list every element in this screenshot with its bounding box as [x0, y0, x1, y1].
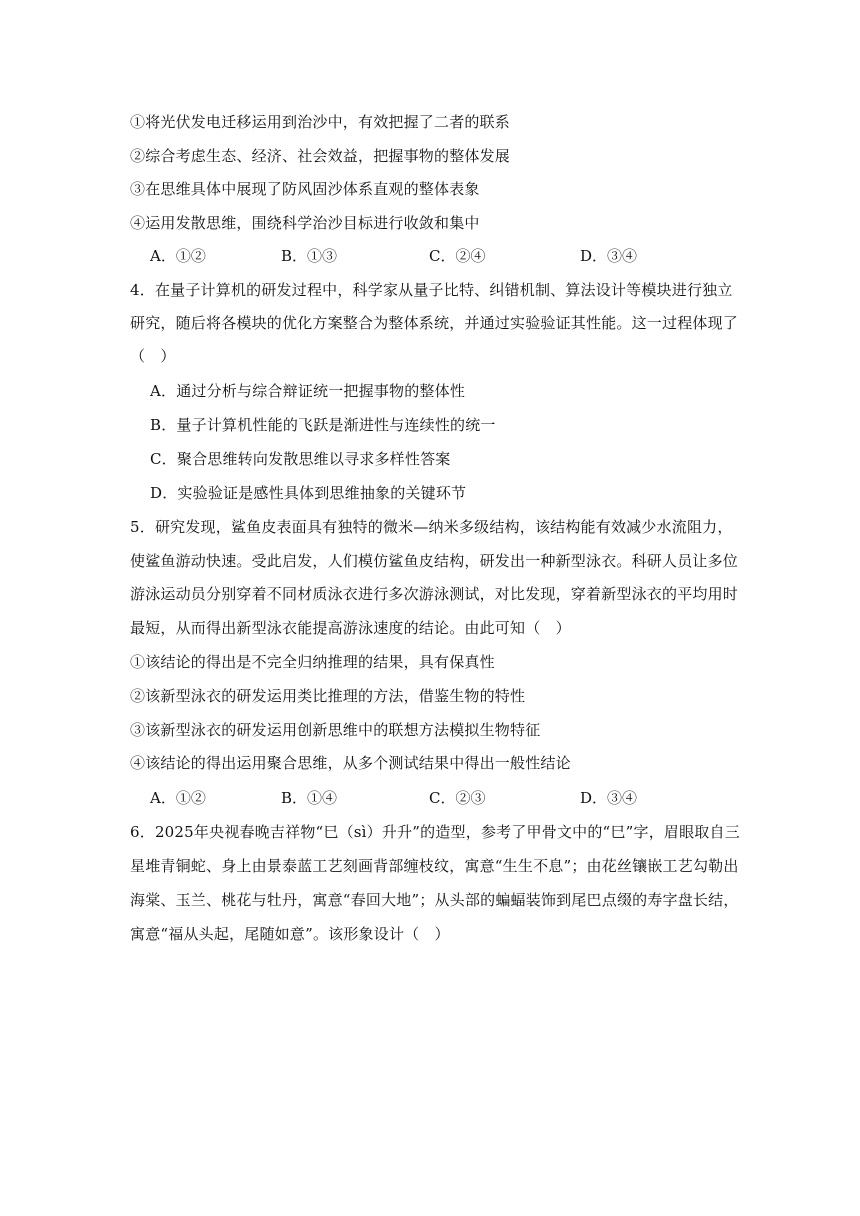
- q6-stem-line-2: 星堆青铜蛇、身上由景泰蓝工艺刻画背部缠枝纹，寓意“生生不息”；由花丝镶嵌工艺勾勒出: [130, 857, 739, 875]
- q6-stem-line-1: 6．2025年央视春晚吉祥物“巳（sì）升升”的造型，参考了甲骨文中的“巳”字，眉眼取自三: [130, 823, 740, 841]
- q3-statement-4: ④运用发散思维，围绕科学治沙目标进行收敛和集中: [130, 214, 480, 232]
- q5-stem-line-4: 最短，从而得出新型泳衣能提高游泳速度的结论。由此可知（ ）: [130, 619, 571, 637]
- q5-option-d: D．③④: [580, 789, 638, 807]
- q4-stem-line-1: 4．在量子计算机的研发过程中，科学家从量子比特、纠错机制、算法设计等模块进行独立: [130, 281, 733, 299]
- q3-statement-2: ②综合考虑生态、经济、社会效益，把握事物的整体发展: [130, 147, 511, 165]
- q3-option-c: C．②④: [429, 247, 486, 265]
- q5-option-b: B．①④: [281, 789, 338, 807]
- q4-stem-line-3: （ ）: [130, 347, 176, 365]
- q5-statement-2: ②该新型泳衣的研发运用类比推理的方法，借鉴生物的特性: [130, 687, 526, 705]
- q4-option-a: A．通过分析与综合辩证统一把握事物的整体性: [150, 382, 466, 400]
- q5-stem-line-2: 使鲨鱼游动快速。受此启发，人们模仿鲨鱼皮结构，研发出一种新型泳衣。科研人员让多位: [130, 552, 739, 570]
- q5-statement-1: ①该结论的得出是不完全归纳推理的结果，具有保真性: [130, 653, 495, 671]
- q3-option-a: A．①②: [150, 247, 206, 265]
- q5-options: [150, 788, 750, 808]
- q4-option-c: C．聚合思维转向发散思维以寻求多样性答案: [150, 450, 451, 468]
- q6-stem-line-3: 海棠、玉兰、桃花与牡丹，寓意“春回大地”；从头部的蝙蝠装饰到尾巴点缀的寿字盘长结，: [130, 891, 739, 909]
- q5-statement-3: ③该新型泳衣的研发运用创新思维中的联想方法模拟生物特征: [130, 721, 541, 739]
- q5-stem-line-1: 5．研究发现，鲨鱼皮表面具有独特的微米—纳米多级结构，该结构能有效减少水流阻力，: [130, 518, 733, 536]
- q3-option-b: B．①③: [281, 247, 338, 265]
- q3-option-d: D．③④: [580, 247, 638, 265]
- q5-option-a: A．①②: [150, 789, 206, 807]
- q3-statement-1: ①将光伏发电迁移运用到治沙中，有效把握了二者的联系: [130, 113, 511, 131]
- q5-option-c: C．②③: [429, 789, 486, 807]
- q3-statement-3: ③在思维具体中展现了防风固沙体系直观的整体表象: [130, 180, 480, 198]
- q4-stem-line-2: 研究，随后将各模块的优化方案整合为整体系统，并通过实验验证其性能。这一过程体现了: [130, 314, 739, 332]
- q3-options: [150, 246, 750, 266]
- q4-option-d: D．实验验证是感性具体到思维抽象的关键环节: [150, 484, 467, 502]
- q6-stem-line-4: 寓意“福从头起，尾随如意”。该形象设计（ ）: [130, 925, 450, 943]
- q5-stem-line-3: 游泳运动员分别穿着不同材质泳衣进行多次游泳测试，对比发现，穿着新型泳衣的平均用时: [130, 585, 739, 603]
- q4-option-b: B．量子计算机性能的飞跃是渐进性与连续性的统一: [150, 416, 496, 434]
- q5-statement-4: ④该结论的得出运用聚合思维，从多个测试结果中得出一般性结论: [130, 754, 571, 772]
